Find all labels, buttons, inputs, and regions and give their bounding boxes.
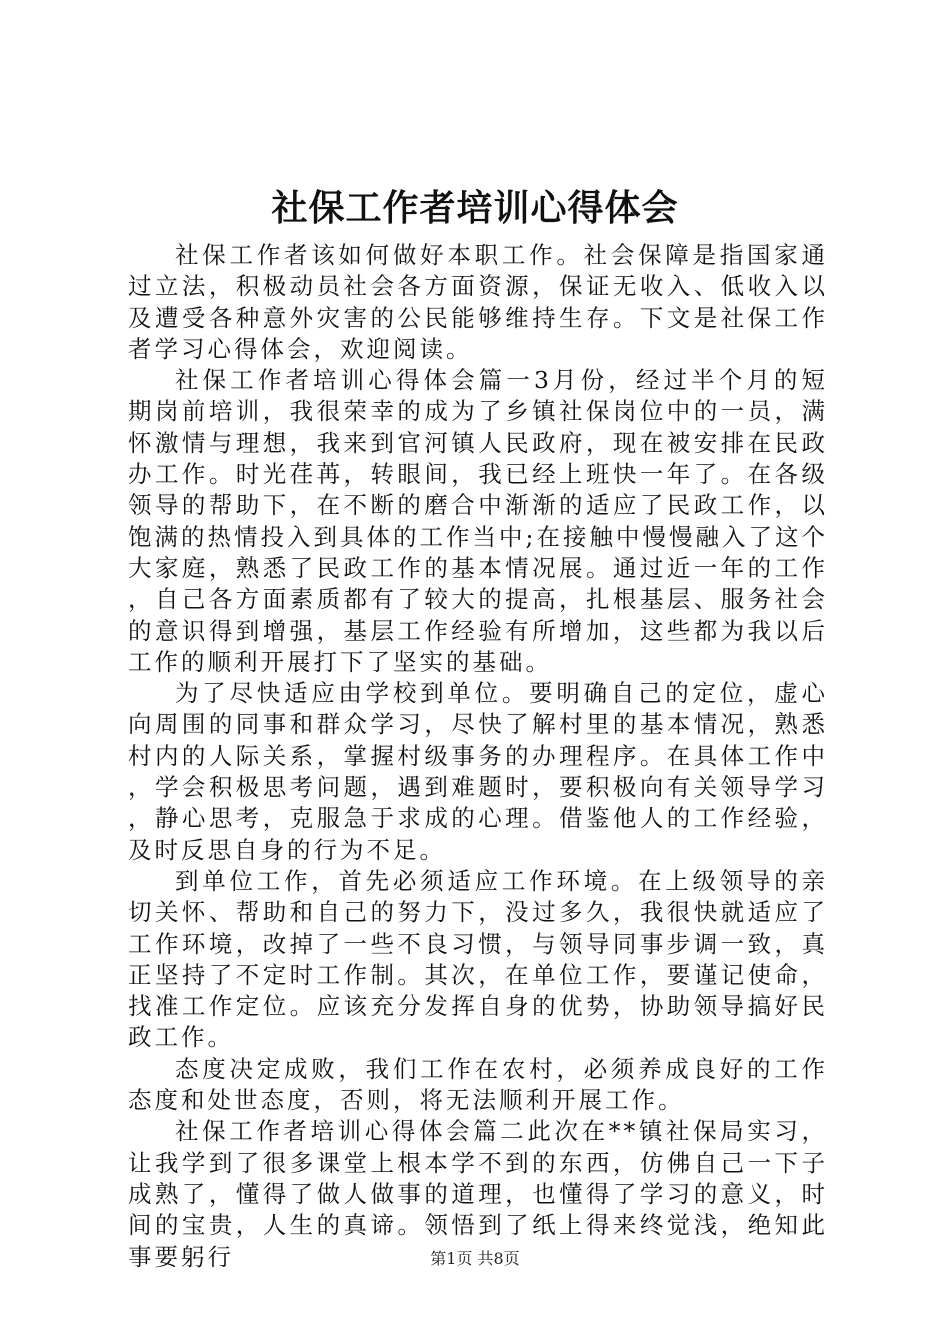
paragraph-attitude: 态度决定成败，我们工作在农村，必须养成良好的工作态度和处世态度，否则，将无法顺利开展工作。 (128, 1054, 828, 1115)
document-body (128, 240, 828, 1273)
paragraph-part-two: 社保工作者培训心得体会篇二此次在**镇社保局实习，让我学到了很多课堂上根本学不到的东西，仿佛自己一下子成熟了，懂得了做人做事的道理，也懂得了学习的意义，时间的宝贵，人生的真谛。领悟到了纸上得来终觉浅，绝知此事要躬行 (128, 1117, 828, 1271)
page-footer: 第1页 共8页 (430, 1249, 520, 1268)
paragraph-part-one: 社保工作者培训心得体会篇一3月份，经过半个月的短期岗前培训，我很荣幸的成为了乡镇社保岗位中的一员，满怀激情与理想，我来到官河镇人民政府，现在被安排在民政办工作。时光荏苒，转眼间，我已经上班快一年了。在各级领导的帮助下，在不断的磨合中渐渐的适应了民政工作，以饱满的热情投入到具体的工作当中;在接触中慢慢融入了这个大家庭，熟悉了民政工作的基本情况展。通过近一年的工作，自己各方面素质都有了较大的提高，扎根基层、服务社会的意识得到增强，基层工作经验有所增加，这些都为我以后工作的顺利开展打下了坚实的基础。 (128, 366, 828, 676)
document-title: 社保工作者培训心得体会 (271, 187, 679, 229)
paragraph-adapt: 为了尽快适应由学校到单位。要明确自己的定位，虚心向周围的同事和群众学习，尽快了解村里的基本情况，熟悉村内的人际关系，掌握村级事务的办理程序。在具体工作中，学会积极思考问题，遇到难题时，要积极向有关领导学习，静心思考，克服急于求成的心理。借鉴他人的工作经验，及时反思自身的行为不足。 (128, 679, 828, 864)
paragraph-environment: 到单位工作，首先必须适应工作环境。在上级领导的亲切关怀、帮助和自己的努力下，没过多久，我很快就适应了工作环境，改掉了一些不良习惯，与领导同事步调一致，真正坚持了不定时工作制。其次，在单位工作，要谨记使命，找准工作定位。应该充分发挥自身的优势，协助领导搞好民政工作。 (128, 866, 828, 1052)
paragraph-intro: 社保工作者该如何做好本职工作。社会保障是指国家通过立法，积极动员社会各方面资源，保证无收入、低收入以及遭受各种意外灾害的公民能够维持生存。下文是社保工作者学习心得体会，欢迎阅读。 (128, 241, 828, 363)
